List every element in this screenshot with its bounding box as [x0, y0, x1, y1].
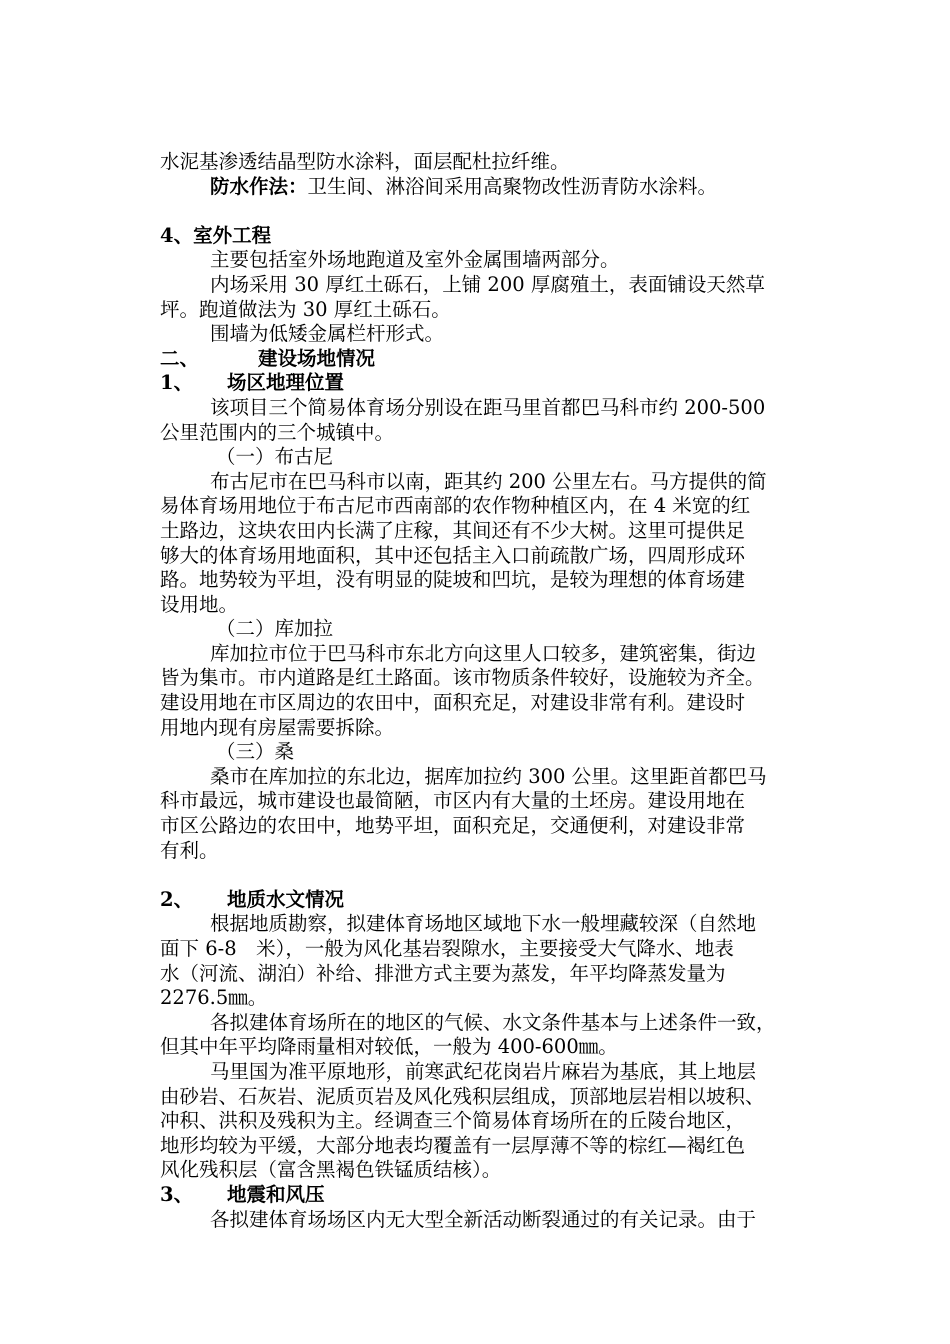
paragraph-line: 市区公路边的农田中，地势平坦，面积充足，交通便利，对建设非常 [160, 814, 746, 838]
paragraph-line: 内场采用 30 厚红土砾石，上铺 200 厚腐殖土，表面铺设天然草 [210, 272, 765, 296]
paragraph-line: 马里国为准平原地形，前寒武纪花岗岩片麻岩为基底，其上地层 [210, 1059, 757, 1083]
paragraph-line: 根据地质勘察，拟建体育场地区域地下水一般埋藏较深（自然地 [210, 912, 757, 936]
paragraph-line: 但其中年平均降雨量相对较低，一般为 400-600㎜。 [160, 1035, 618, 1059]
heading-title: 地震和风压 [227, 1182, 325, 1206]
paragraph-line: 水泥基渗透结晶型防水涂料，面层配杜拉纤维。 [160, 150, 570, 173]
paragraph-line: 土路边，这块农田内长满了庄稼，其间还有不少大树。这里可提供足 [160, 518, 746, 542]
paragraph-line: 坪。跑道做法为 30 厚红土砾石。 [160, 297, 451, 321]
paragraph-line: 科市最远，城市建设也最简陋，市区内有大量的土坯房。建设用地在 [160, 789, 746, 813]
paragraph-line: 水（河流、湖泊）补给、排泄方式主要为蒸发，年平均降蒸发量为 [160, 961, 726, 985]
paragraph-line: 建设用地在市区周边的农田中，面积充足，对建设非常有利。建设时 [160, 691, 746, 715]
subsection-heading [160, 888, 850, 913]
subsection-heading [160, 371, 850, 396]
paragraph-line: 皆为集市。市内道路是红土路面。该市物质条件较好，设施较为齐全。 [160, 666, 765, 690]
heading-title: 建设场地情况 [258, 346, 376, 370]
paragraph-line: 够大的体育场用地面积，其中还包括主入口前疏散广场，四周形成环 [160, 543, 746, 567]
paragraph-line: 由砂岩、石灰岩、泥质页岩及风化残积层组成，顶部地层岩相以坡积、 [160, 1084, 765, 1108]
heading-title: 场区地理位置 [227, 371, 345, 395]
paragraph-line: 2276.5㎜。 [160, 986, 268, 1010]
paragraph-line: 面下 6-8 米），一般为风化基岩裂隙水，主要接受大气降水、地表 [160, 937, 734, 960]
inline-label: 防水作法： [210, 174, 308, 198]
document-page [160, 150, 850, 1232]
paragraph-line: 公里范围内的三个城镇中。 [160, 420, 395, 444]
paragraph-line [160, 175, 850, 200]
heading-number: 3、 [160, 1182, 194, 1206]
paragraph-line: 该项目三个简易体育场分别设在距马里首都巴马科市约 200-500 [210, 395, 766, 419]
paragraph-line: 用地内现有房屋需要拆除。 [160, 715, 395, 739]
chapter-heading [160, 347, 850, 372]
paragraph-line: 库加拉市位于巴马科市东北方向这里人口较多，建筑密集，街边 [210, 641, 757, 665]
paragraph-line: 设用地。 [160, 592, 239, 616]
paragraph-line: 冲积、洪积及残积为主。经调查三个简易体育场所在的丘陵台地区， [160, 1109, 746, 1133]
list-heading: （二）库加拉 [216, 617, 334, 641]
heading-number: 二、 [160, 346, 200, 370]
paragraph-line: 桑市在库加拉的东北边，据库加拉约 300 公里。这里距首都巴马 [210, 764, 767, 788]
paragraph-line: 路。地势较为平坦，没有明显的陡坡和凹坑，是较为理想的体育场建 [160, 568, 746, 592]
blank-line [160, 199, 850, 224]
paragraph-line: 主要包括室外场地跑道及室外金属围墙两部分。 [210, 248, 620, 272]
paragraph-line: 布古尼市在巴马科市以南，距其约 200 公里左右。马方提供的简 [210, 469, 767, 493]
blank-line [160, 863, 850, 888]
paragraph-line: 风化残积层（富含黑褐色铁锰质结核）。 [160, 1158, 502, 1182]
paragraph-line: 各拟建体育场场区内无大型全新活动断裂通过的有关记录。由于 [210, 1207, 757, 1231]
heading-number: 1、 [160, 371, 194, 395]
heading-title: 地质水文情况 [227, 887, 345, 911]
paragraph-line: 各拟建体育场所在的地区的气候、水文条件基本与上述条件一致， [210, 1010, 776, 1034]
paragraph-line: 有利。 [160, 838, 219, 862]
heading-number: 2、 [160, 887, 194, 911]
paragraph-line: 易体育场用地位于布古尼市西南部的农作物种植区内，在 4 米宽的红 [160, 494, 751, 518]
list-heading: （三）桑 [216, 740, 295, 764]
paragraph-line: 地形均较为平缓，大部分地表均覆盖有一层厚薄不等的棕红—褐红色 [160, 1133, 746, 1157]
paragraph-line: 围墙为低矮金属栏杆形式。 [210, 322, 445, 346]
inline-text: 卫生间、淋浴间采用高聚物改性沥青防水涂料。 [307, 174, 718, 198]
section-heading: 4、室外工程 [160, 223, 272, 247]
list-heading: （一）布古尼 [216, 445, 334, 469]
subsection-heading [160, 1183, 850, 1208]
